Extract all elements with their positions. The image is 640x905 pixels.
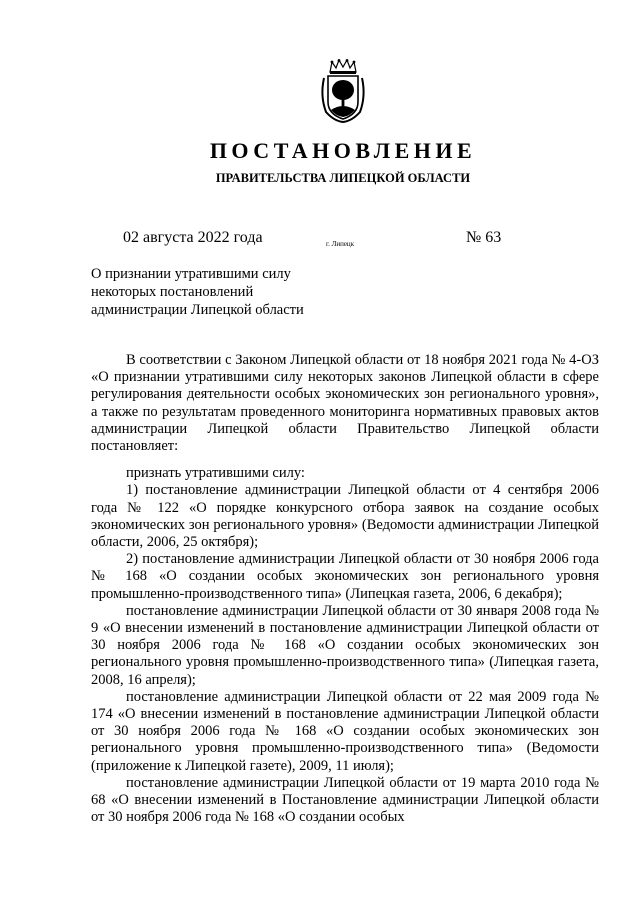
list-item: постановление администрации Липецкой области от 22 мая 2009 года № 174 «О внесении изменений в постановление администрации Липецкой области от 30 ноября 2006 года № 168 «О создании особых экономических зон регионального уровня промышленно-производственного типа» (Ведомости (приложение к Липецкой газете), 2009, 11 июля);	[91, 688, 599, 774]
preamble-paragraph: В соответствии с Законом Липецкой области от 18 ноября 2021 года № 4-ОЗ «О признании утратившими силу некоторых законов Липецкой области в сфере регулирования деятельности особых экономических зон регионального уровня», а также по результатам проведенного мониторинга нормативных правовых актов администрации Липецкой области Правительство Липецкой области постановляет:	[91, 352, 599, 455]
document-place: г. Липецк	[326, 240, 355, 248]
document-subtitle: ПРАВИТЕЛЬСТВА ЛИПЕЦКОЙ ОБЛАСТИ	[215, 171, 471, 185]
document-subject	[91, 265, 391, 319]
subject-line: администрации Липецкой области	[91, 302, 304, 318]
list-item: 2) постановление администрации Липецкой области от 30 ноября 2006 года № 168 «О создании особых экономических зон регионального уровня промышленно-производственного типа» (Липецкая газета, 2006, 6 декабря);	[91, 551, 599, 602]
subject-line: некоторых постановлений	[91, 284, 254, 300]
list-item: 1) постановление администрации Липецкой области от 4 сентября 2006 года № 122 «О порядке конкурсного отбора заявок на создание особых экономических зон регионального уровня» (Ведомости администрации Липецкой области, 2006, 25 октября);	[91, 482, 599, 551]
document-date: 02 августа 2022 года	[123, 229, 263, 246]
list-item: постановление администрации Липецкой области от 19 марта 2010 года № 68 «О внесении изменений в Постановление администрации Липецкой области от 30 ноября 2006 года № 168 «О создании особых	[91, 774, 599, 826]
document-body	[91, 352, 599, 826]
subject-line: О признании утратившими силу	[91, 266, 291, 282]
resolve-paragraph: признать утратившими силу:	[126, 465, 305, 482]
document-title: ПОСТАНОВЛЕНИЕ	[209, 138, 477, 163]
lipetsk-coat-of-arms-icon	[318, 58, 368, 124]
list-item: постановление администрации Липецкой области от 30 января 2008 года № 9 «О внесении изменений в постановление администрации Липецкой области от 30 ноября 2006 года № 168 «О создании особых экономических зон регионального уровня промышленно-производственного типа» (Липецкая газета, 2008, 16 апреля);	[91, 602, 599, 688]
document-number: № 63	[466, 229, 502, 246]
